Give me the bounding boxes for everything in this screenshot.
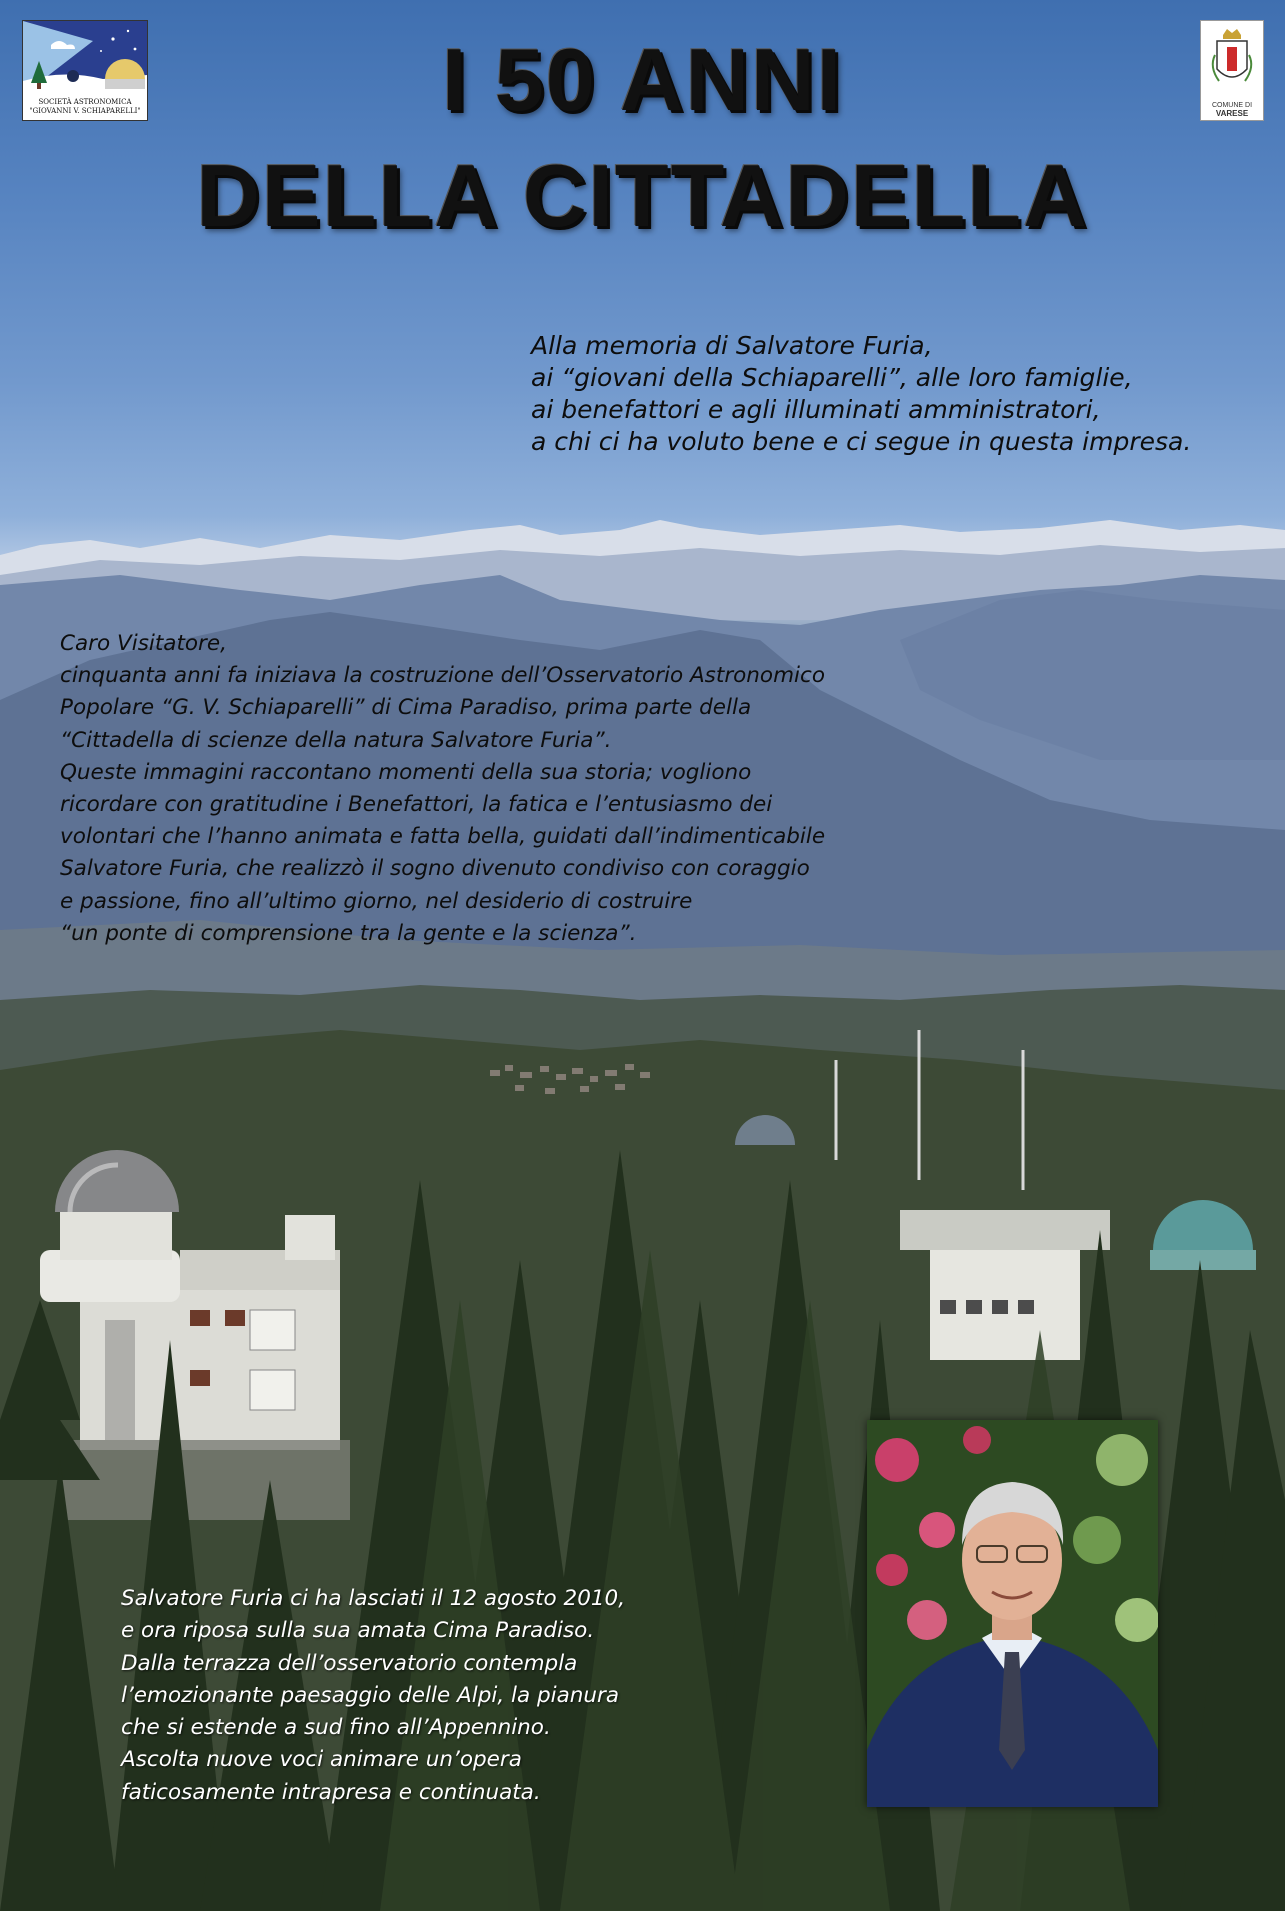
- dedication-line: ai “giovani della Schiaparelli”, alle loro famiglie,: [531, 363, 1133, 392]
- visitor-line: ricordare con gratitudine i Benefattori, la fatica e l’entusiasmo dei: [60, 792, 773, 818]
- visitor-line: “un ponte di comprensione tra la gente e la scienza”.: [60, 920, 637, 946]
- visitor-line: Caro Visitatore,: [60, 631, 227, 656]
- poster-title-line1: I 50 ANNI: [441, 30, 844, 129]
- memorial-line: Ascolta nuove voci animare un’opera: [121, 1747, 522, 1773]
- portrait-photo: [867, 1420, 1158, 1807]
- dedication-line: a chi ci ha voluto bene e ci segue in questa impresa.: [531, 427, 1192, 456]
- comune-label: COMUNE DI: [1211, 102, 1253, 109]
- visitor-line: “Cittadella di scienze della natura Salvatore Furia”.: [60, 727, 612, 753]
- visitor-line: volontari che l’hanno animata e fatta bella, guidati dall’indimenticabile: [60, 824, 826, 850]
- society-name-line1: SOCIETÀ ASTRONOMICA: [38, 98, 132, 106]
- memorial-line: Salvatore Furia ci ha lasciati il 12 agosto 2010,: [121, 1586, 626, 1611]
- memorial-line: faticosamente intrapresa e continuata.: [121, 1779, 541, 1805]
- visitor-letter: [60, 628, 930, 950]
- society-name-line2: "GIOVANNI V. SCHIAPARELLI": [29, 107, 141, 115]
- visitor-line: e passione, fino all’ultimo giorno, nel desiderio di costruire: [60, 888, 693, 914]
- memorial-text: [121, 1583, 821, 1809]
- visitor-line: Popolare “G. V. Schiaparelli” di Cima Paradiso, prima parte della: [60, 695, 752, 721]
- dedication-line: ai benefattori e agli illuminati amministratori,: [531, 395, 1101, 424]
- memorial-line: l’emozionante paesaggio delle Alpi, la pianura: [121, 1682, 620, 1708]
- varese-label: VARESE: [1215, 109, 1249, 118]
- dedication-line: Alla memoria di Salvatore Furia,: [531, 331, 933, 360]
- portrait-icon: [867, 1420, 1158, 1807]
- visitor-line: Queste immagini raccontano momenti della sua storia; vogliono: [60, 759, 752, 785]
- memorial-line: Dalla terrazza dell’osservatorio contempla: [121, 1650, 578, 1676]
- dedication-text: [531, 330, 1271, 458]
- memorial-line: e ora riposa sulla sua amata Cima Paradiso.: [121, 1618, 595, 1644]
- visitor-line: cinquanta anni fa iniziava la costruzione dell’Osservatorio Astronomico: [60, 663, 825, 689]
- visitor-line: Salvatore Furia, che realizzò il sogno divenuto condiviso con coraggio: [60, 856, 810, 882]
- poster-title-line2: DELLA CITTADELLA: [196, 146, 1089, 245]
- memorial-line: che si estende a sud fino all’Appennino.: [121, 1715, 551, 1741]
